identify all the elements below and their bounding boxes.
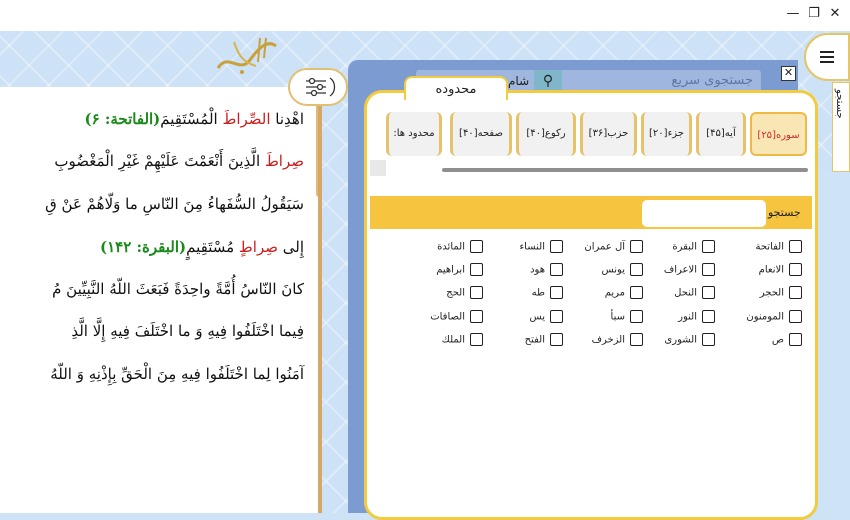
restore-icon[interactable]: ❐ (808, 6, 820, 21)
sura-label: مريم (604, 287, 625, 299)
sura-checkbox[interactable] (532, 286, 563, 302)
scroll-thumb[interactable] (370, 160, 386, 176)
sura-checkbox[interactable] (584, 240, 643, 256)
close-window-icon[interactable]: ✕ (829, 6, 841, 21)
sura-checkbox[interactable] (430, 310, 483, 326)
sura-checkbox[interactable] (519, 240, 563, 256)
verse-text: الْمُسْتَقِيمَ (160, 110, 223, 128)
checkbox-icon[interactable] (470, 310, 483, 323)
sura-checkbox[interactable] (611, 310, 643, 326)
verse-text: إِلى (277, 238, 304, 256)
sura-checkbox[interactable] (530, 263, 563, 279)
sura-checkbox[interactable] (760, 286, 802, 302)
checkbox-icon[interactable] (550, 310, 563, 323)
verse-text: فِيما اخْتَلَفُوا فِيهِ وَ ما اخْتَلَفَ فِيهِ إِلَّا الَّذِ (71, 322, 304, 340)
settings-tab[interactable] (288, 68, 348, 106)
close-icon[interactable]: ✕ (781, 66, 796, 81)
range-chip[interactable]: آیه[۴۵] (696, 112, 746, 156)
checkbox-icon[interactable] (789, 286, 802, 299)
verse-line (54, 152, 304, 170)
sura-checkbox[interactable] (755, 240, 802, 256)
sura-checkbox[interactable] (446, 286, 483, 302)
filter-label: جستجو (768, 206, 801, 219)
sura-checkbox[interactable] (772, 333, 802, 349)
range-chip[interactable]: جزء[۲۰] (641, 112, 692, 156)
sura-checkbox[interactable] (746, 310, 802, 326)
menu-button[interactable] (804, 33, 850, 81)
checkbox-icon[interactable] (789, 310, 802, 323)
sura-label: الحجر (759, 287, 784, 299)
sura-checkbox[interactable] (672, 240, 715, 256)
right-strip (818, 172, 850, 513)
minimize-icon[interactable]: — (786, 6, 800, 21)
verse-text: آمَنُوا لِما اخْتَلَفُوا فِيهِ مِنَ الْحَقِّ بِإِذْنِهِ وَ اللّهُ (50, 365, 304, 383)
checkbox-icon[interactable] (630, 310, 643, 323)
checkbox-icon[interactable] (550, 240, 563, 253)
verse-line (71, 322, 304, 340)
sura-label: الحج (446, 287, 465, 299)
sura-checkbox[interactable] (437, 240, 483, 256)
sura-label: ابراهيم (436, 264, 465, 276)
horizontal-scrollbar[interactable] (442, 168, 808, 172)
checkbox-icon[interactable] (630, 240, 643, 253)
sura-checkbox[interactable] (664, 333, 715, 349)
sura-checkbox[interactable] (664, 263, 715, 279)
range-chip[interactable]: سوره[۲۵] (750, 112, 807, 156)
sura-label: يونس (601, 264, 625, 276)
search-icon[interactable]: ⚲ (534, 70, 562, 92)
sura-checkbox[interactable] (759, 263, 802, 279)
verse-text: كانَ النّاسُ أُمَّةً واحِدَةً فَبَعَثَ اللّهُ النَّبِيِّينَ مُ (52, 280, 304, 298)
checkbox-icon[interactable] (789, 240, 802, 253)
quran-text-panel (0, 87, 322, 513)
sura-label: الانعام (758, 264, 784, 276)
range-chip[interactable]: صفحه[۴۰] (450, 112, 512, 156)
verse-line (100, 238, 304, 256)
checkbox-icon[interactable] (550, 333, 563, 346)
checkbox-icon[interactable] (550, 263, 563, 276)
sura-label: البقرة (672, 241, 697, 253)
checkbox-icon[interactable] (470, 240, 483, 253)
sura-label: الفاتحة (755, 241, 784, 253)
sura-label: النساء (519, 241, 545, 253)
highlighted-word: صِراطٍ (238, 238, 278, 256)
sura-label: الزخرف (591, 334, 625, 346)
verse-line (84, 110, 304, 128)
checkbox-icon[interactable] (470, 333, 483, 346)
sura-checkbox[interactable] (592, 333, 643, 349)
sura-label: النور (678, 311, 697, 323)
verse-line (45, 195, 304, 213)
checkbox-icon[interactable] (789, 333, 802, 346)
title-bar (0, 0, 850, 31)
verse-reference: (الفاتحة: ۶) (84, 110, 161, 128)
sura-label: الصافات (430, 311, 465, 323)
checkbox-icon[interactable] (470, 286, 483, 299)
sura-label: المومنون (746, 311, 784, 323)
side-tab-search[interactable]: جستجو (832, 82, 850, 172)
checkbox-icon[interactable] (702, 263, 715, 276)
sura-label: هود (530, 264, 545, 276)
range-chip[interactable]: رکوع[۴۰] (516, 112, 576, 156)
sura-label: الاعراف (663, 264, 697, 276)
highlighted-word: الصِّراطَ (222, 110, 271, 128)
sura-label: طه (531, 287, 545, 299)
highlighted-word: صِراطَ (264, 152, 304, 170)
sura-checkbox[interactable] (674, 286, 715, 302)
verse-line (50, 365, 304, 383)
sura-checkbox[interactable] (605, 286, 643, 302)
checkbox-icon[interactable] (470, 263, 483, 276)
sura-filter-input[interactable] (642, 200, 766, 227)
verse-text: اهْدِنا (270, 110, 304, 128)
checkbox-icon[interactable] (702, 286, 715, 299)
checkbox-icon[interactable] (630, 263, 643, 276)
sura-label: آل عمران (584, 241, 625, 253)
search-scope-label[interactable]: شام (508, 74, 530, 88)
checkbox-icon[interactable] (702, 240, 715, 253)
verse-text: سَيَقُولُ السُّفَهاءُ مِنَ النّاسِ ما وَلّاهُمْ عَنْ قِ (45, 195, 304, 213)
sura-checkbox[interactable] (678, 310, 715, 326)
bismillah-logo-icon (212, 32, 282, 78)
verse-text: مُسْتَقِيمٍ (186, 238, 239, 256)
sura-checkbox[interactable] (525, 333, 563, 349)
sura-label: ص (771, 334, 784, 346)
sura-label: يس (529, 311, 545, 323)
sliders-icon (296, 72, 340, 102)
sura-label: الفتح (524, 334, 545, 346)
checkbox-icon[interactable] (702, 333, 715, 346)
sura-label: سبأ (610, 311, 625, 323)
verse-reference: (البقرة: ۱۴۲) (99, 238, 187, 256)
checkbox-icon[interactable] (789, 263, 802, 276)
hamburger-icon (818, 49, 838, 65)
sura-checkbox[interactable] (436, 263, 483, 279)
checkbox-icon[interactable] (550, 286, 563, 299)
checkbox-icon[interactable] (630, 333, 643, 346)
checkbox-icon[interactable] (630, 286, 643, 299)
range-chip[interactable]: محدود ها: (386, 112, 442, 156)
range-chip[interactable]: حزب[۳۶] (580, 112, 637, 156)
quick-search-input[interactable]: جستجوی سریع (416, 70, 761, 92)
sura-label: الملك (441, 334, 465, 346)
sura-label: النحل (674, 287, 697, 299)
tab-range[interactable]: محدوده (404, 76, 508, 100)
sura-checkbox[interactable] (602, 263, 643, 279)
sura-label: الشورى (664, 334, 697, 346)
sura-checkbox[interactable] (442, 333, 483, 349)
verse-line (52, 280, 304, 298)
sura-label: المائدة (437, 241, 465, 253)
checkbox-icon[interactable] (702, 310, 715, 323)
sura-checkbox[interactable] (529, 310, 563, 326)
verse-text: الَّذِينَ أَنْعَمْتَ عَلَيْهِمْ غَيْرِ الْمَغْضُوبِ (54, 152, 265, 170)
